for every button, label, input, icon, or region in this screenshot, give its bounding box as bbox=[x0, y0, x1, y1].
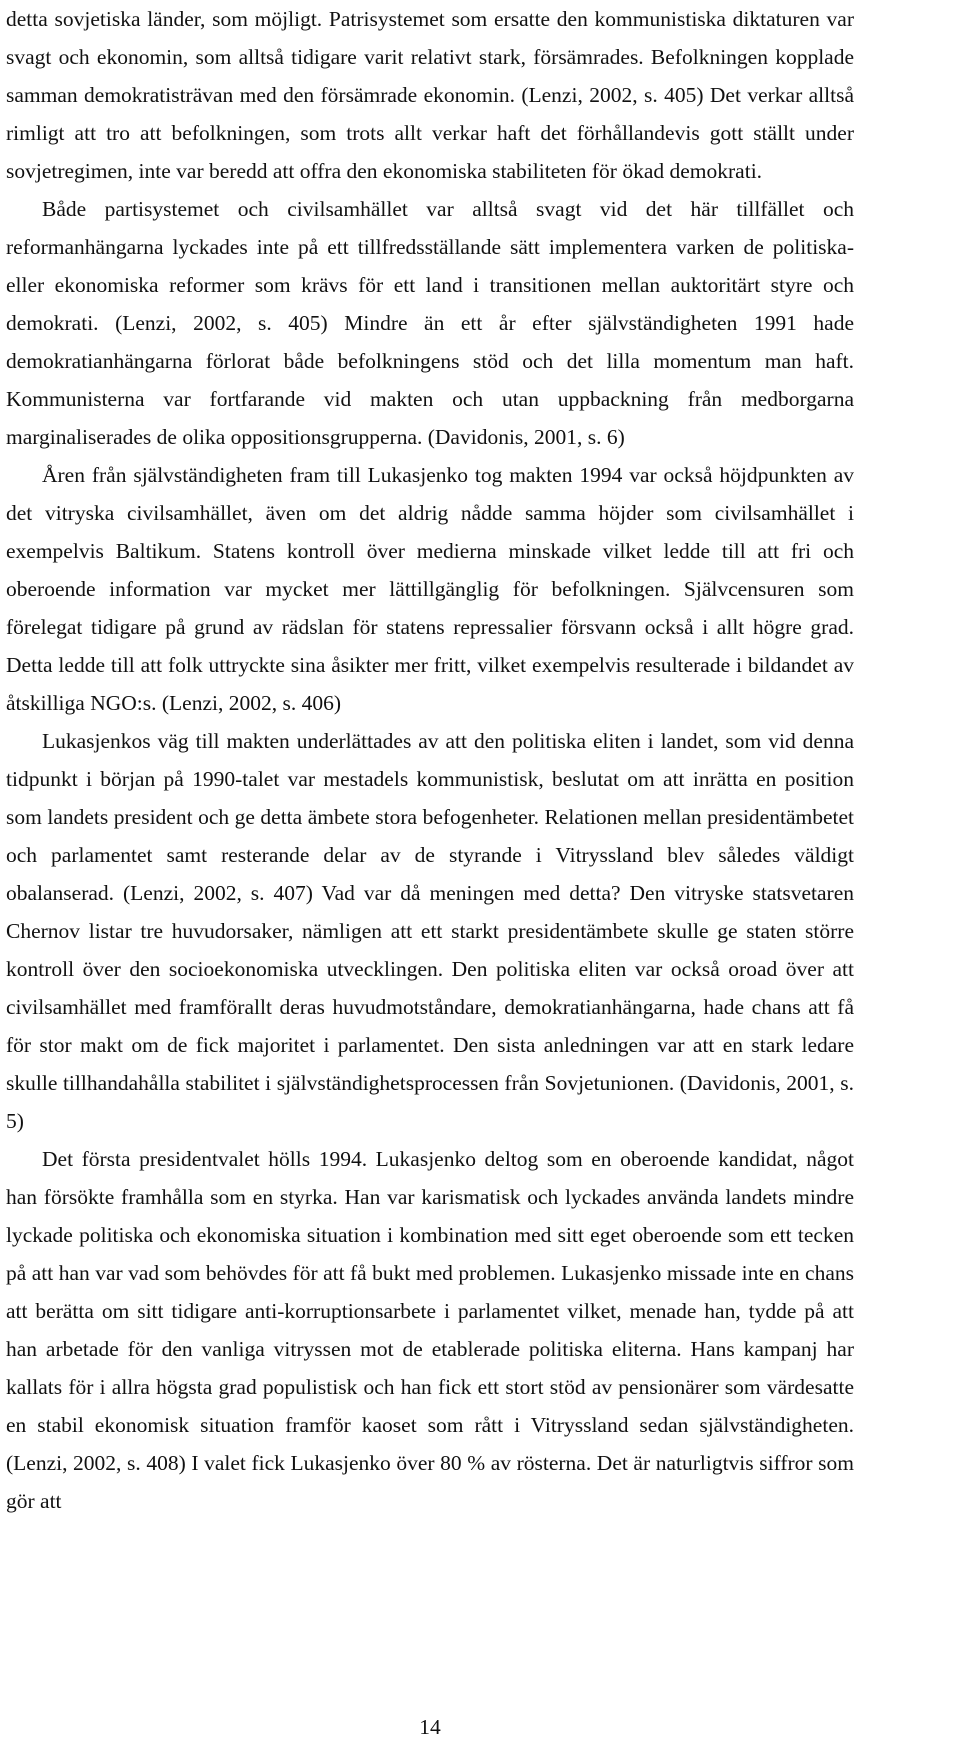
page-number: 14 bbox=[419, 1715, 441, 1739]
body-text bbox=[6, 0, 854, 1520]
paragraph-5: Det första presidentvalet hölls 1994. Lukasjenko deltog som en oberoende kandidat, något han försökte framhålla som en styrka. Han var karismatisk och lyckades använda landets mindre lyckade politiska och ekonomiska situation i kombination med sitt eget oberoende som ett tecken på att han var vad som behövdes för att få bukt med problemen. Lukasjenko missade inte en chans att berätta om sitt tidigare anti-korruptionsarbete i parlamentet vilket, menade han, tydde på att han arbetade för den vanliga vitryssen mot de etablerade politiska eliterna. Hans kampanj har kallats för i allra högsta grad populistisk och han fick ett stort stöd av pensionärer som värdesatte en stabil ekonomisk situation framför kaoset som rått i Vitryssland sedan självständigheten. (Lenzi, 2002, s. 408) I valet fick Lukasjenko över 80 % av rösterna. Det är naturligtvis siffror som gör att bbox=[6, 1147, 854, 1513]
paragraph-2: Både partisystemet och civilsamhället var alltså svagt vid det här tillfället och reformanhängarna lyckades inte på ett tillfredsställande sätt implementera varken de politiska- eller ekonomiska reformer som krävs för ett land i transitionen mellan auktoritärt styre och demokrati. (Lenzi, 2002, s. 405) Mindre än ett år efter självständigheten 1991 hade demokratianhängarna förlorat både befolkningens stöd och det lilla momentum man haft. Kommunisterna var fortfarande vid makten och utan uppbackning från medborgarna marginaliserades de olika oppositionsgrupperna. (Davidonis, 2001, s. 6) bbox=[6, 197, 854, 449]
paragraph-1: detta sovjetiska länder, som möjligt. Patrisystemet som ersatte den kommunistiska diktaturen var svagt och ekonomin, som alltså tidigare varit relativt stark, försämrades. Befolkningen kopplade samman demokratisträvan med den försämrade ekonomin. (Lenzi, 2002, s. 405) Det verkar alltså rimligt att tro att befolkningen, som trots allt verkar haft det förhållandevis gott ställt under sovjetregimen, inte var beredd att offra den ekonomiska stabiliteten för ökad demokrati. bbox=[6, 7, 854, 183]
paragraph-3: Åren från självständigheten fram till Lukasjenko tog makten 1994 var också höjdpunkten av det vitryska civilsamhället, även om det aldrig nådde samma höjder som civilsamhället i exempelvis Baltikum. Statens kontroll över medierna minskade vilket ledde till att fri och oberoende information var mycket mer lättillgänglig för befolkningen. Självcensuren som förelegat tidigare på grund av rädslan för statens repressalier försvann också i allt högre grad. Detta ledde till att folk uttryckte sina åsikter mer fritt, vilket exempelvis resulterade i bildandet av åtskilliga NGO:s. (Lenzi, 2002, s. 406) bbox=[6, 463, 854, 715]
paragraph-4: Lukasjenkos väg till makten underlättades av att den politiska eliten i landet, som vid denna tidpunkt i början på 1990-talet var mestadels kommunistisk, beslutat om att inrätta en position som landets president och ge detta ämbete stora befogenheter. Relationen mellan presidentämbetet och parlamentet samt resterande delar av de styrande i Vitryssland blev således väldigt obalanserad. (Lenzi, 2002, s. 407) Vad var då meningen med detta? Den vitryske statsvetaren Chernov listar tre huvudorsaker, nämligen att ett starkt presidentämbete skulle ge staten större kontroll över den socioekonomiska utvecklingen. Den politiska eliten var också oroad över att civilsamhället med framförallt deras huvudmotståndare, demokratianhängarna, hade chans att få för stor makt om de fick majoritet i parlamentet. Den sista anledningen var att en stark ledare skulle tillhandahålla stabilitet i självständighetsprocessen från Sovjetunionen. (Davidonis, 2001, s. 5) bbox=[6, 729, 854, 1133]
